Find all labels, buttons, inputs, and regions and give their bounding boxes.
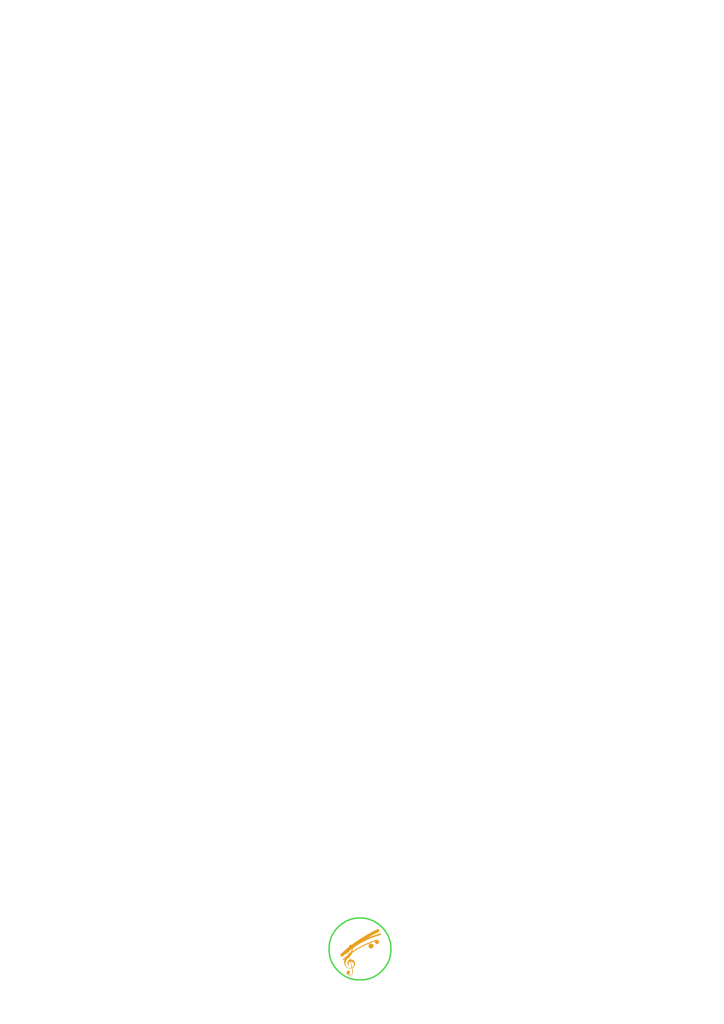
treble-clef-logo-icon (327, 916, 393, 982)
svg-text:𝄞: 𝄞 (341, 945, 357, 975)
